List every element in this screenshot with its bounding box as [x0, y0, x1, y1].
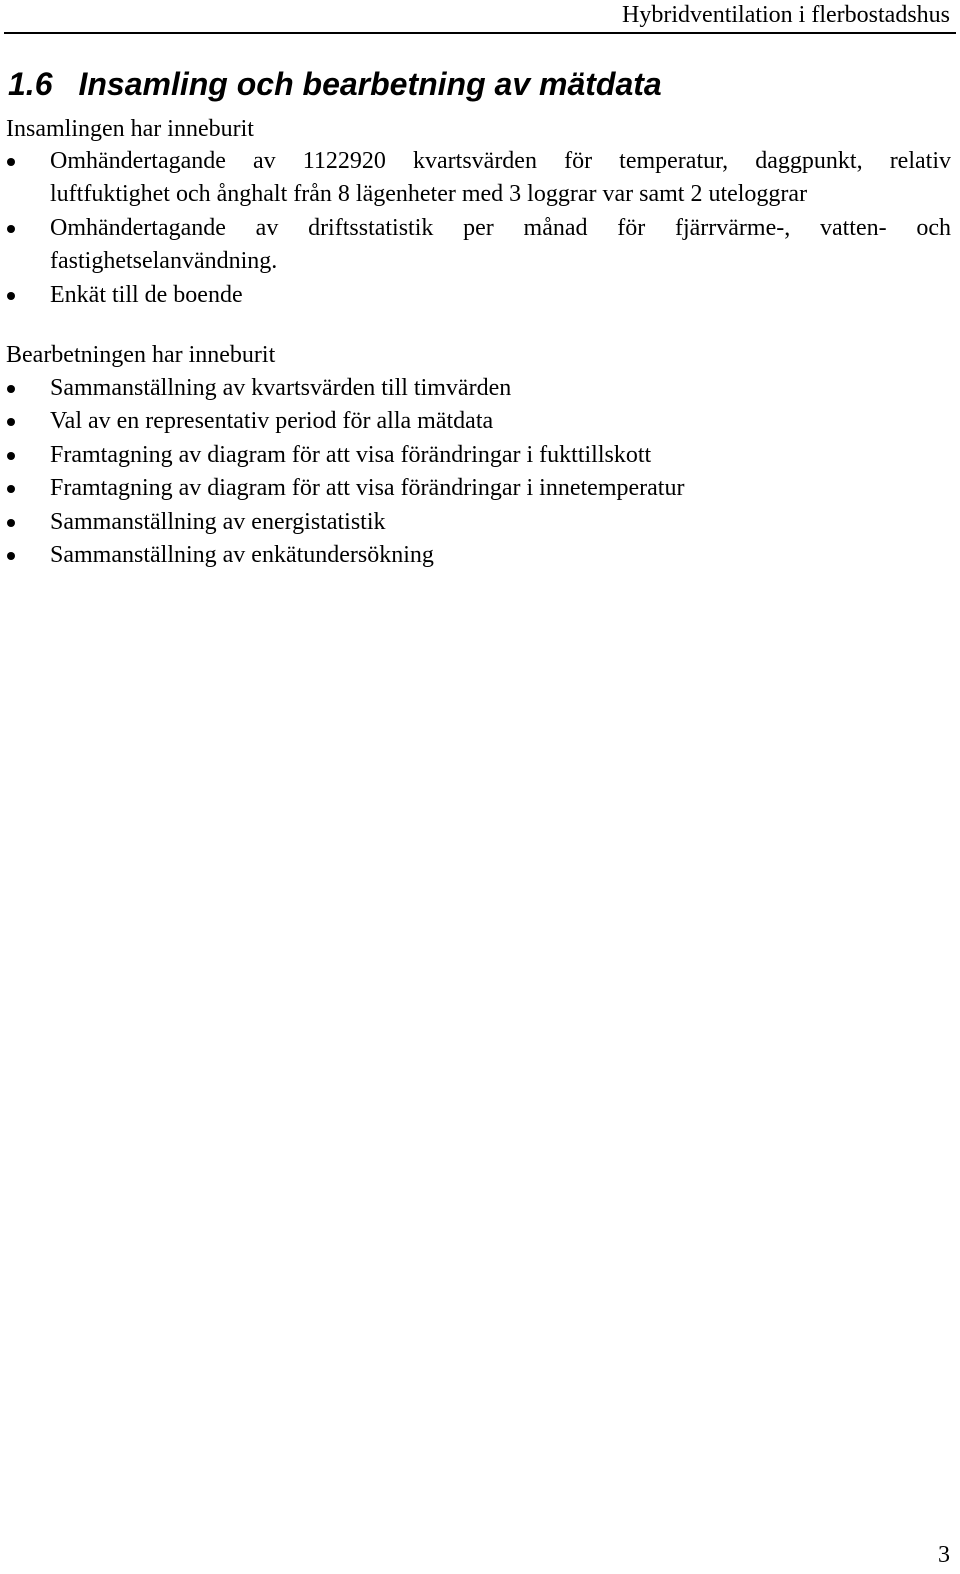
bullet-icon	[7, 418, 15, 426]
section-number: 1.6	[8, 66, 53, 102]
list-item-line: fastighetselanvändning.	[50, 248, 278, 275]
list-item-text: Framtagning av diagram för att visa förändringar i fukttillskott	[50, 441, 652, 468]
header-rule	[4, 32, 956, 34]
bullet-icon	[7, 552, 15, 560]
bullet-icon	[7, 519, 15, 527]
bullet-icon	[7, 485, 15, 493]
processing-intro: Bearbetningen har inneburit	[6, 342, 276, 368]
list-item-text	[50, 145, 951, 212]
list-item-text: Sammanställning av energistatistik	[50, 508, 386, 535]
list-item-line: Omhändertagande av 1122920 kvartsvärden för temperatur, daggpunkt, relativ	[50, 148, 951, 174]
list-item-text	[50, 212, 951, 279]
running-header: Hybridventilation i flerbostadshus	[622, 2, 950, 28]
page-number: 3	[938, 1542, 950, 1568]
bullet-icon	[7, 452, 15, 460]
bullet-icon	[7, 292, 15, 300]
collection-intro: Insamlingen har inneburit	[6, 116, 254, 142]
bullet-icon	[7, 385, 15, 393]
list-item-line: luftfuktighet och ånghalt från 8 lägenheter med 3 loggrar var samt 2 uteloggrar	[50, 181, 808, 208]
list-item-line: Omhändertagande av driftsstatistik per månad för fjärrvärme-, vatten- och	[50, 214, 951, 241]
list-item-text: Enkät till de boende	[50, 281, 243, 308]
list-item-text: Sammanställning av kvartsvärden till timvärden	[50, 375, 512, 401]
bullet-icon	[7, 158, 15, 166]
list-item-text: Val av en representativ period för alla mätdata	[50, 408, 494, 435]
section-title: Insamling och bearbetning av mätdata	[78, 66, 662, 102]
bullet-icon	[7, 225, 15, 233]
list-item-text: Framtagning av diagram för att visa förändringar i innetemperatur	[50, 475, 685, 502]
list-item-text: Sammanställning av enkätundersökning	[50, 541, 434, 568]
section-heading	[8, 64, 662, 104]
